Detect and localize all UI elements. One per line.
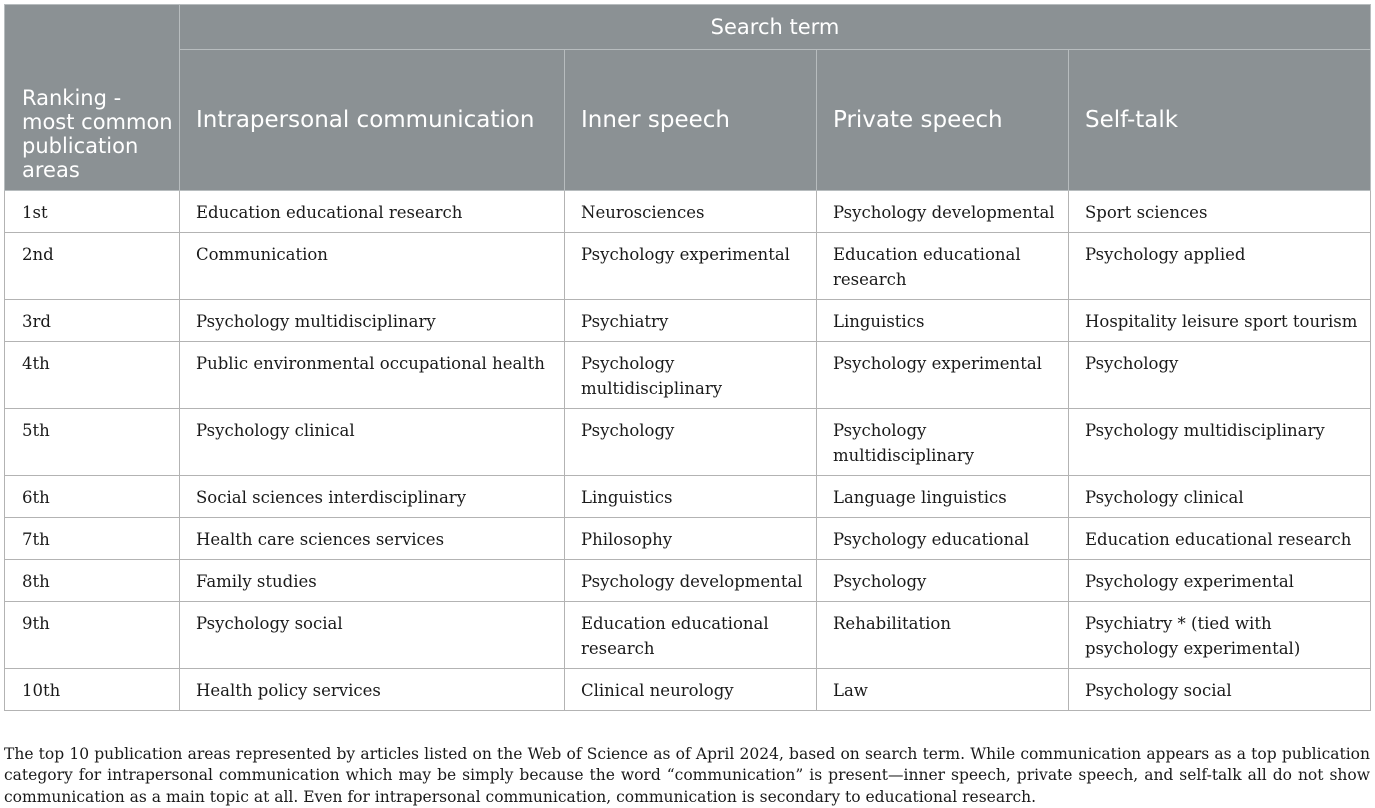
table-cell: Psychology experimental bbox=[565, 233, 817, 300]
rank-cell: 1st bbox=[5, 191, 180, 233]
column-header-private-speech: Private speech bbox=[817, 50, 1069, 191]
table-cell: Education educational research bbox=[817, 233, 1069, 300]
table-cell: Family studies bbox=[180, 560, 565, 602]
rank-cell: 5th bbox=[5, 409, 180, 476]
table-row bbox=[5, 342, 1371, 409]
table-cell: Public environmental occupational health bbox=[180, 342, 565, 409]
rank-cell: 8th bbox=[5, 560, 180, 602]
column-header-intrapersonal-communication: Intrapersonal communication bbox=[180, 50, 565, 191]
table-cell: Education educational research bbox=[180, 191, 565, 233]
table-cell: Sport sciences bbox=[1069, 191, 1371, 233]
table-cell: Psychology bbox=[565, 409, 817, 476]
table-cell: Social sciences interdisciplinary bbox=[180, 476, 565, 518]
table-caption: The top 10 publication areas represented by articles listed on the Web of Science as of April 2024, based on search term. While communication appears as a top publication category for intrapersonal communication which may be simply because the word “communication” is present—inner speech, private speech, and self-talk all do not show communication as a main topic at all. Even for intrapersonal communication, communication is secondary to educational research. bbox=[4, 744, 1370, 808]
table-cell: Psychology bbox=[1069, 342, 1371, 409]
publication-areas-table-container bbox=[4, 4, 1370, 711]
table-cell: Hospitality leisure sport tourism bbox=[1069, 300, 1371, 342]
table-cell: Psychiatry bbox=[565, 300, 817, 342]
table-cell: Linguistics bbox=[817, 300, 1069, 342]
column-header-self-talk: Self-talk bbox=[1069, 50, 1371, 191]
table-row bbox=[5, 518, 1371, 560]
table-cell: Law bbox=[817, 669, 1069, 711]
table-cell: Psychology developmental bbox=[817, 191, 1069, 233]
table-header bbox=[5, 5, 1371, 191]
table-cell: Rehabilitation bbox=[817, 602, 1069, 669]
table-cell: Linguistics bbox=[565, 476, 817, 518]
table-row bbox=[5, 409, 1371, 476]
table-row bbox=[5, 669, 1371, 711]
table-cell: Psychology developmental bbox=[565, 560, 817, 602]
header-row-group bbox=[5, 5, 1371, 50]
column-header-inner-speech: Inner speech bbox=[565, 50, 817, 191]
rank-cell: 10th bbox=[5, 669, 180, 711]
rank-cell: 7th bbox=[5, 518, 180, 560]
table-cell: Psychology experimental bbox=[1069, 560, 1371, 602]
table-cell: Psychology bbox=[817, 560, 1069, 602]
table-row bbox=[5, 191, 1371, 233]
rank-cell: 3rd bbox=[5, 300, 180, 342]
table-row bbox=[5, 560, 1371, 602]
rank-cell: 4th bbox=[5, 342, 180, 409]
rank-column-header: Ranking - most common publication areas bbox=[5, 5, 180, 191]
table-cell: Health policy services bbox=[180, 669, 565, 711]
table-cell: Education educational research bbox=[1069, 518, 1371, 560]
table-cell: Psychology applied bbox=[1069, 233, 1371, 300]
table-cell: Psychiatry * (tied with psychology experimental) bbox=[1069, 602, 1371, 669]
table-cell: Psychology clinical bbox=[1069, 476, 1371, 518]
table-cell: Psychology multidisciplinary bbox=[180, 300, 565, 342]
table-row bbox=[5, 602, 1371, 669]
table-row bbox=[5, 233, 1371, 300]
table-cell: Psychology multidisciplinary bbox=[1069, 409, 1371, 476]
table-cell: Psychology social bbox=[1069, 669, 1371, 711]
header-row-columns bbox=[5, 50, 1371, 191]
search-term-group-header: Search term bbox=[180, 5, 1371, 50]
table-cell: Language linguistics bbox=[817, 476, 1069, 518]
table-cell: Psychology multidisciplinary bbox=[817, 409, 1069, 476]
table-cell: Education educational research bbox=[565, 602, 817, 669]
table-row bbox=[5, 476, 1371, 518]
table-cell: Philosophy bbox=[565, 518, 817, 560]
table-cell: Communication bbox=[180, 233, 565, 300]
table-cell: Psychology multidisciplinary bbox=[565, 342, 817, 409]
table-cell: Psychology educational bbox=[817, 518, 1069, 560]
rank-cell: 6th bbox=[5, 476, 180, 518]
rank-cell: 2nd bbox=[5, 233, 180, 300]
table-row bbox=[5, 300, 1371, 342]
table-cell: Psychology clinical bbox=[180, 409, 565, 476]
rank-cell: 9th bbox=[5, 602, 180, 669]
table-cell: Psychology social bbox=[180, 602, 565, 669]
table-cell: Psychology experimental bbox=[817, 342, 1069, 409]
table-cell: Neurosciences bbox=[565, 191, 817, 233]
table-body bbox=[5, 191, 1371, 711]
table-cell: Health care sciences services bbox=[180, 518, 565, 560]
publication-areas-table bbox=[4, 4, 1371, 711]
table-cell: Clinical neurology bbox=[565, 669, 817, 711]
